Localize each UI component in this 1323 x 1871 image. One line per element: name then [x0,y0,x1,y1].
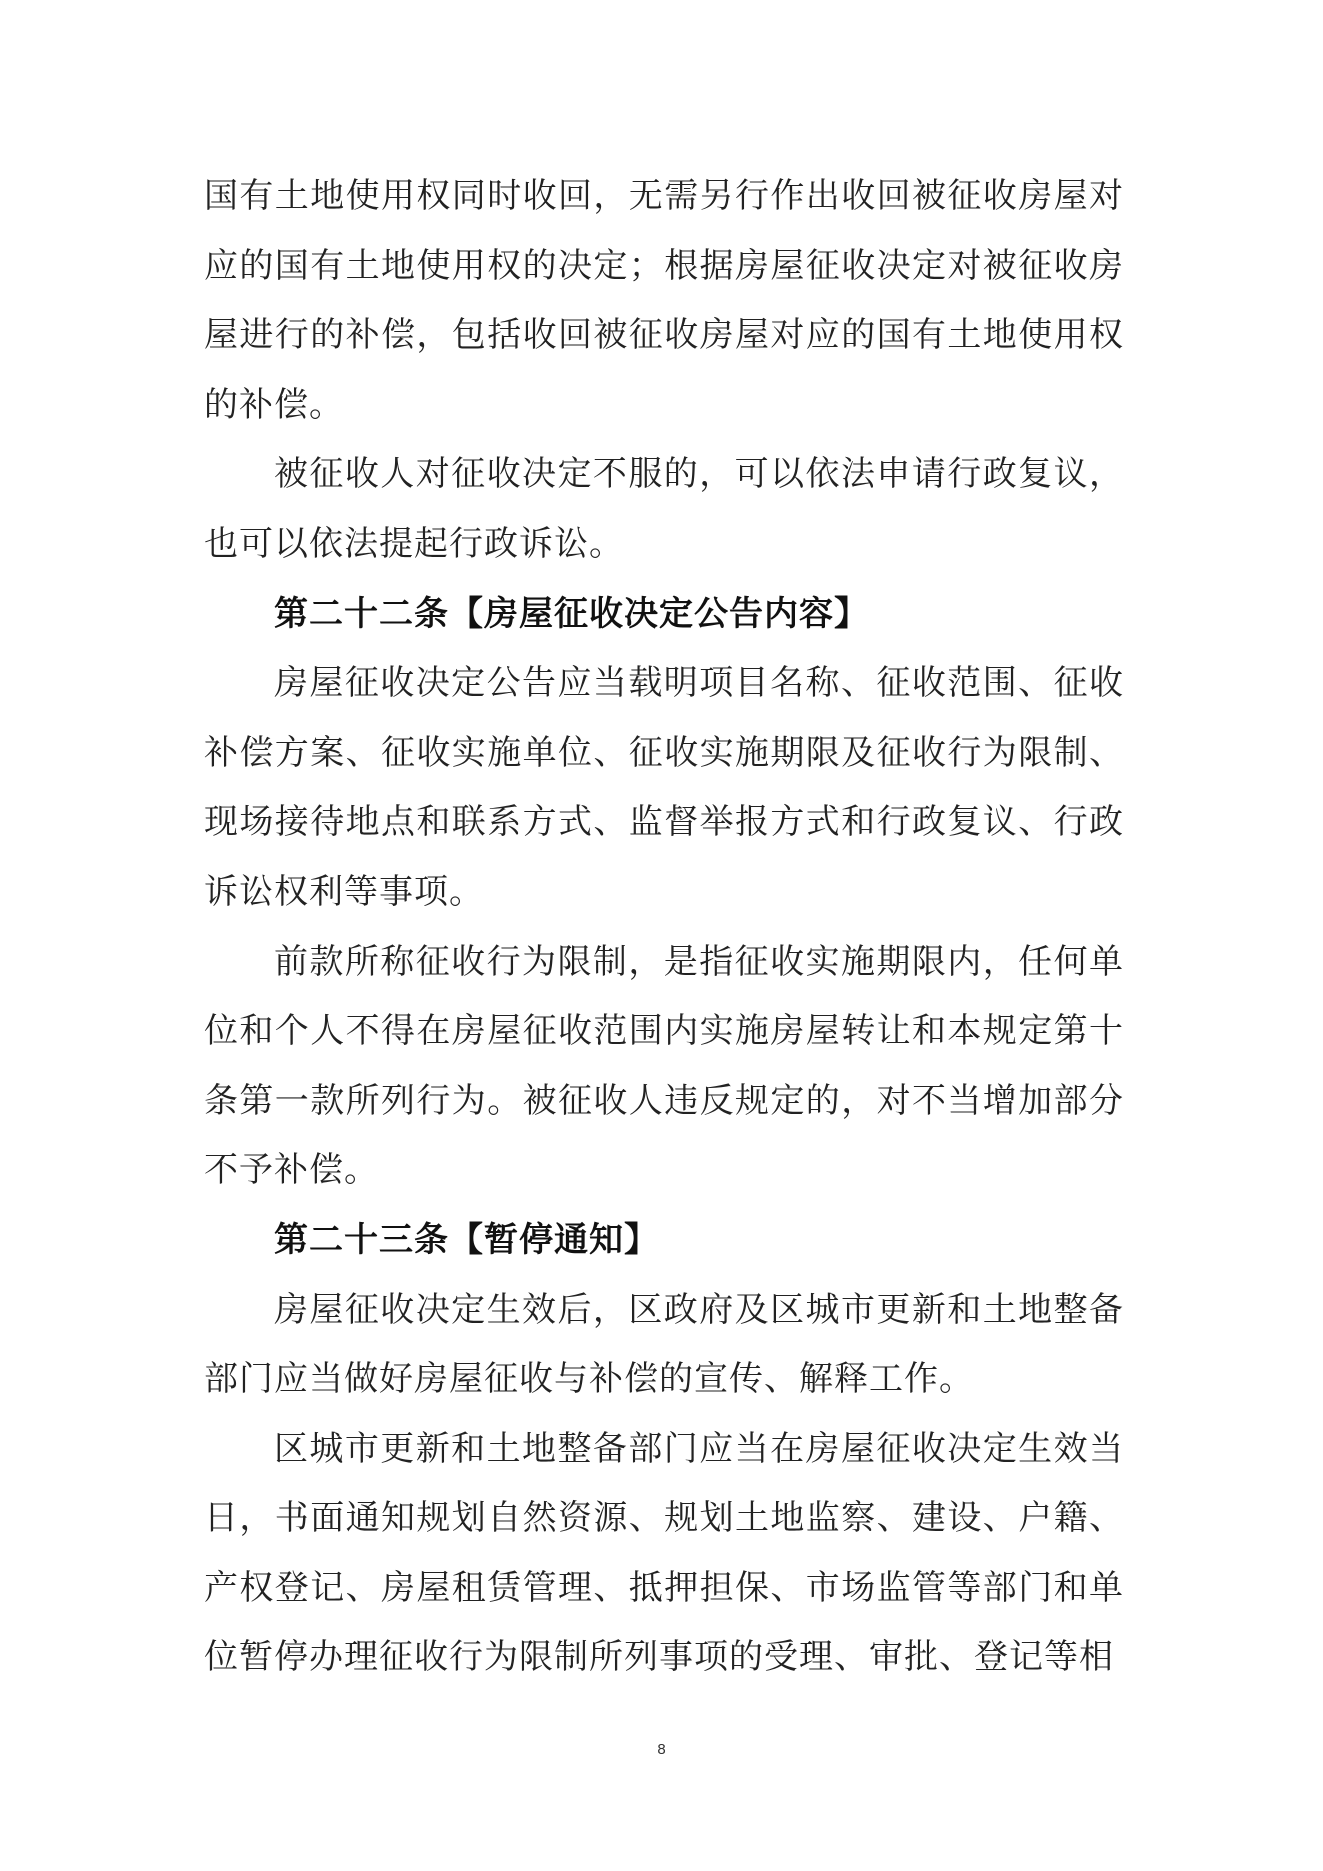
article-22-heading: 第二十二条【房屋征收决定公告内容】 [274,593,869,634]
paragraph-restriction-definition: 前款所称征收行为限制，是指征收实施期限内，任何单位和个人不得在房屋征收范围内实施房屋转让和本规定第十条第一款所列行为。被征收人违反规定的，对不当增加部分不予补偿。 [204,941,1124,1191]
article-23-heading: 第二十三条【暂停通知】 [274,1219,659,1260]
page-number: 8 [657,1741,666,1758]
paragraph-suspension-notice: 区城市更新和土地整备部门应当在房屋征收决定生效当日，书面通知规划自然资源、规划土地监察、建设、户籍、产权登记、房屋租赁管理、抵押担保、市场监管等部门和单位暂停办理征收行为限制所列事项的受理、审批、登记等相 [204,1428,1124,1678]
paragraph-publicity: 房屋征收决定生效后，区政府及区城市更新和土地整备部门应当做好房屋征收与补偿的宣传、解释工作。 [204,1289,1124,1400]
paragraph-continuation: 国有土地使用权同时收回，无需另行作出收回被征收房屋对应的国有土地使用权的决定；根据房屋征收决定对被征收房屋进行的补偿，包括收回被征收房屋对应的国有土地使用权的补偿。 [204,176,1124,425]
paragraph-announcement-contents: 房屋征收决定公告应当载明项目名称、征收范围、征收补偿方案、征收实施单位、征收实施期限及征收行为限制、现场接待地点和联系方式、监督举报方式和行政复议、行政诉讼权利等事项。 [204,663,1124,912]
document-body [204,162,1124,1693]
paragraph-appeal: 被征收人对征收决定不服的，可以依法申请行政复议，也可以依法提起行政诉讼。 [204,454,1124,564]
